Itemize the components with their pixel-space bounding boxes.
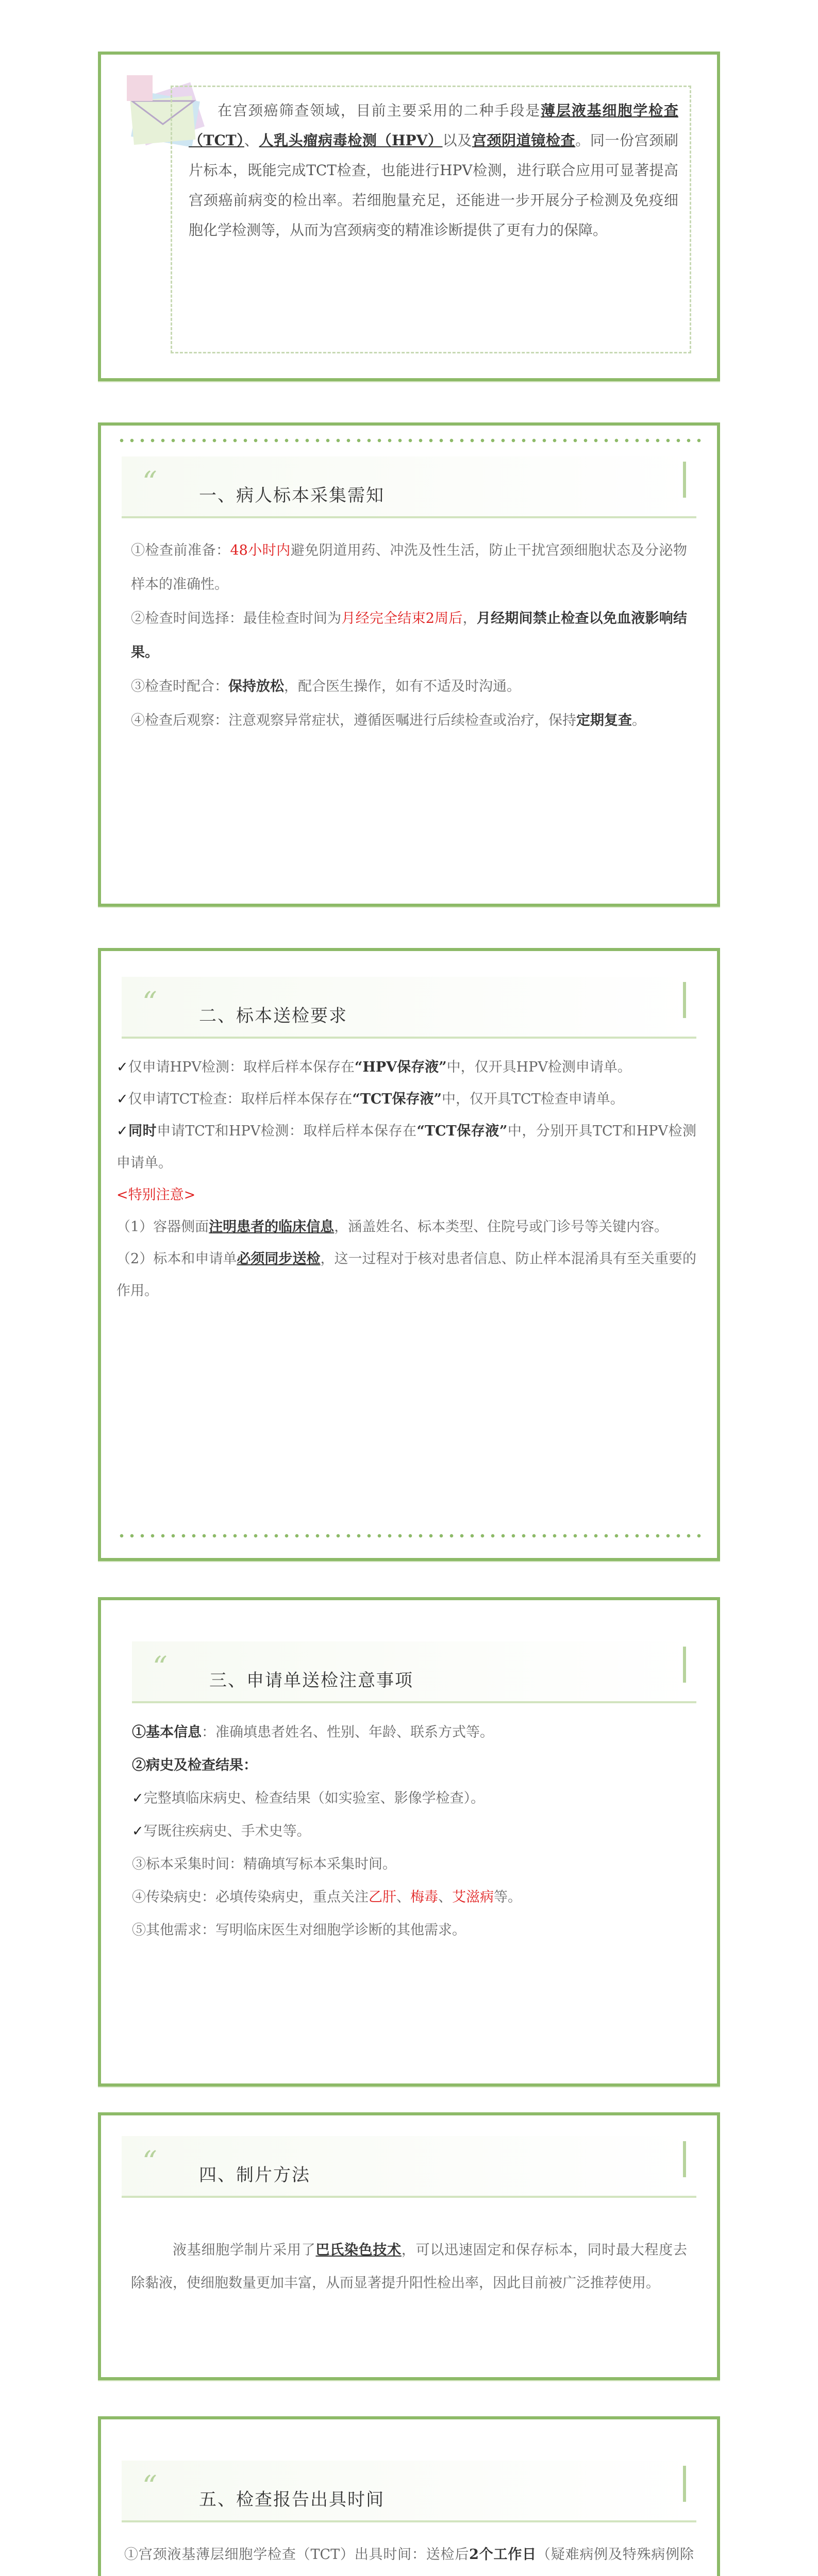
section-report-time — [98, 2416, 720, 2576]
section-header — [122, 977, 696, 1039]
section-title: 二、标本送检要求 — [199, 1006, 347, 1026]
intro-text-part: 人乳头瘤病毒检测（HPV） — [259, 132, 443, 149]
title-bar — [683, 2466, 686, 2502]
special-note: <特别注意> — [116, 1187, 196, 1203]
section-body: ①宫颈液基薄层细胞学检查（TCT）出具时间：送检后2个工作日（疑难病例及特殊病例除 — [124, 2547, 694, 2563]
intro-card — [98, 52, 720, 381]
section-header — [122, 456, 696, 518]
section-request-form — [98, 1597, 720, 2087]
section-title: 一、病人标本采集需知 — [199, 485, 385, 506]
title-bar — [683, 2141, 686, 2177]
quote-icon: “ — [153, 1651, 168, 1684]
quote-icon: “ — [142, 466, 157, 499]
check-icon: ✓ — [132, 1823, 144, 1839]
check-icon: ✓ — [116, 1091, 128, 1107]
title-bar — [683, 982, 686, 1018]
section-specimen-submission — [98, 948, 720, 1561]
section-body: ①基本信息：准确填患者姓名、性别、年龄、联系方式等。 ②病史及检查结果： ✓完整填临床病史、检查结果（如实验室、影像学检查）。 ✓写既往疾病史、手术史等。 ③标本采集时间：精确填写标本采集时间。 ④传染病史：必填传染病史，重点关注乙肝、梅毒、艾滋病等。 ⑤其他需求：写明临床医生对细胞学诊断的其他需求。 — [132, 1724, 522, 1938]
check-icon: ✓ — [116, 1059, 128, 1075]
section-slide-method — [98, 2112, 720, 2380]
section-header — [122, 2136, 696, 2198]
section-body: ✓仅申请HPV检测：取样后样本保存在“HPV保存液”中，仅开具HPV检测申请单。 ✓仅申请TCT检查：取样后样本保存在“TCT保存液”中，仅开具TCT检查申请单。 ✓同时申请TCT和HPV检测：取样后样本保存在“TCT保存液”中，分别开具TCT和HPV检测申请单。 <特别注意> （1）容器侧面注明患者的临床信息，涵盖姓名、标本类型、住院号或门诊号等关键内容。 （2）标本和申请单必须同步送检，这一过程对于核对患者信息、防止样本混淆具有至关重要的作用。 — [116, 1059, 697, 1299]
quote-icon: “ — [142, 2470, 157, 2503]
intro-text-part: 宫颈阴道镜检查 — [472, 132, 576, 149]
section-specimen-collection — [98, 422, 720, 907]
section-body: 液基细胞学制片采用了巴氏染色技术，可以迅速固定和保存标本，同时最大程度去除黏液，使细胞数量更加丰富，从而显著提升阳性检出率，因此目前被广泛推荐使用。 — [131, 2242, 688, 2291]
quote-icon: “ — [142, 986, 157, 1020]
check-icon: ✓ — [116, 1123, 129, 1139]
section-header — [132, 1641, 696, 1703]
intro-text-part: 在宫颈癌筛查领域，目前主要采用的二种手段是 — [218, 102, 541, 119]
intro-text — [189, 96, 678, 245]
intro-text-part: 。同一份宫颈刷片标本，既能完成TCT检查，也能进行HPV检测，进行联合应用可显著提高宫颈癌前病变的检出率。若细胞量充足，还能进一步开展分子检测及免疫细胞化学检测等，从而为宫颈病变的精准诊断提供了更有力的保障。 — [189, 132, 678, 239]
section-title: 五、检查报告出具时间 — [199, 2489, 385, 2510]
dots-top — [116, 437, 702, 444]
title-bar — [683, 462, 686, 498]
section-header — [122, 2461, 696, 2522]
intro-text-part: 薄层液基细胞学检查（TCT） — [189, 102, 678, 149]
section-body: ①检查前准备：48小时内避免阴道用药、冲洗及性生活，防止干扰宫颈细胞状态及分泌物样本的准确性。 ②检查时间选择：最佳检查时间为月经完全结束2周后，月经期间禁止检查以免血液影响结果。 ③检查时配合：保持放松，配合医生操作，如有不适及时沟通。 ④检查后观察：注意观察异常症状，遵循医嘱进行后续检查或治疗，保持定期复查。 — [131, 543, 688, 728]
title-bar — [683, 1647, 686, 1683]
section-title: 三、申请单送检注意事项 — [209, 1670, 413, 1691]
dots-bottom — [116, 1532, 702, 1539]
check-icon: ✓ — [132, 1790, 144, 1806]
intro-text-part: 、 — [244, 132, 259, 149]
section-title: 四、制片方法 — [199, 2165, 310, 2185]
quote-icon: “ — [142, 2145, 157, 2179]
intro-text-part: 以及 — [442, 132, 472, 149]
